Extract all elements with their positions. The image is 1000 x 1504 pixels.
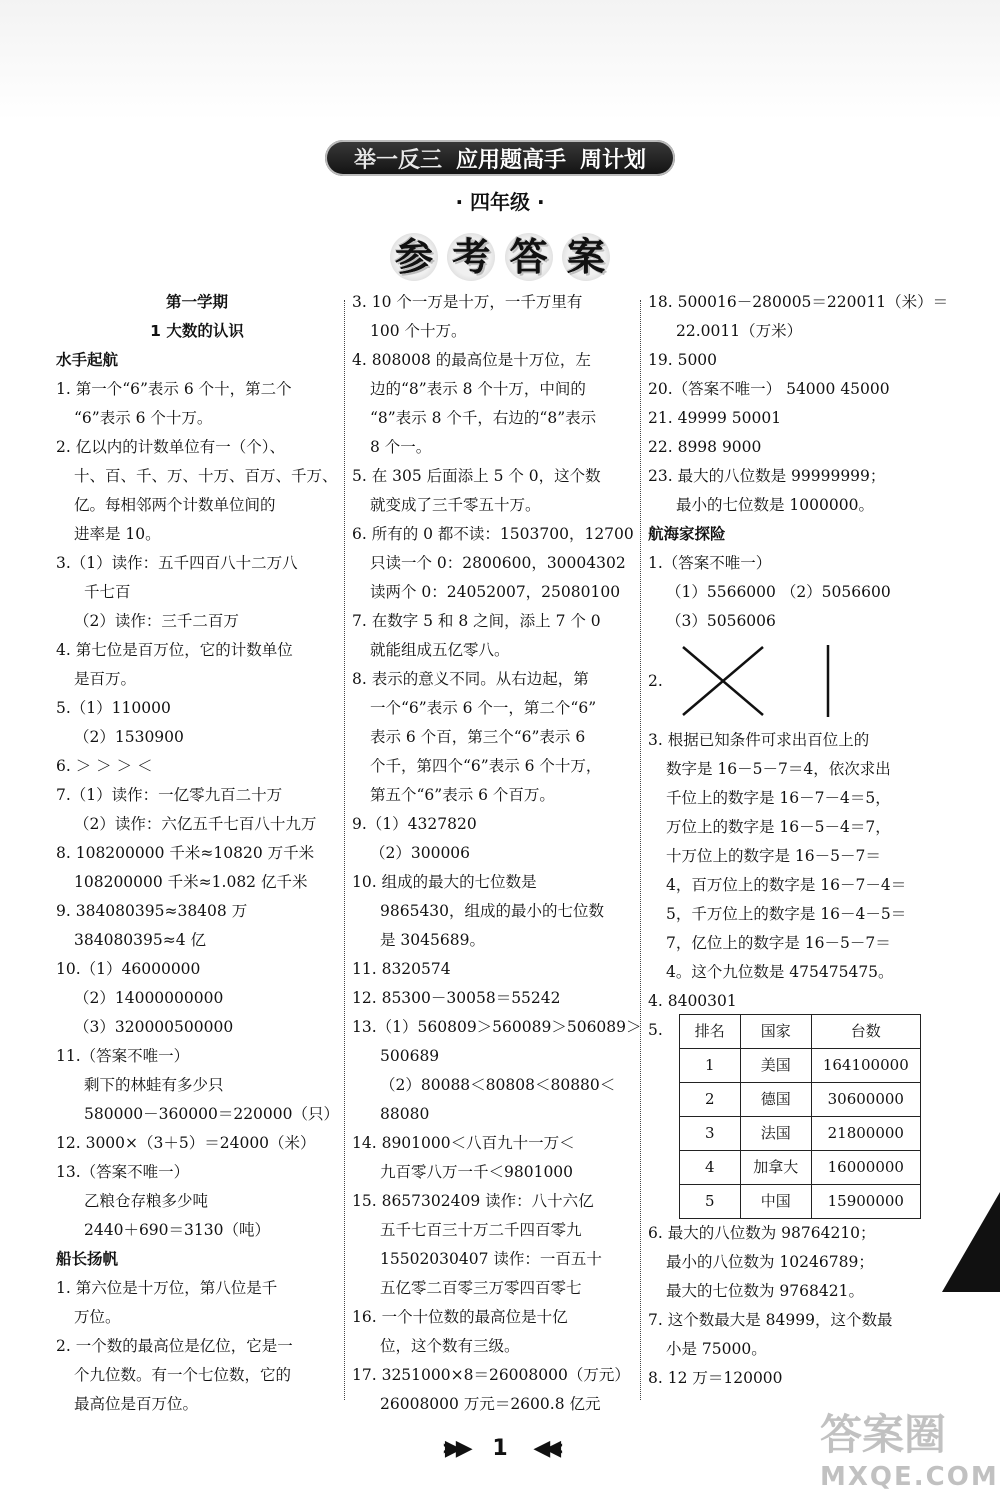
title-char: 答: [505, 233, 553, 281]
table-cell: 美国: [740, 1049, 811, 1083]
answer-line: 1. 第六位是十万位，第八位是千: [56, 1279, 278, 1297]
answer-line: 7. 在数字 5 和 8 之间，添上 7 个 0: [352, 612, 601, 630]
answer-line: 384080395≈4 亿: [74, 931, 207, 949]
section-heading: 船长扬帆: [56, 1250, 119, 1268]
answer-line: 88080: [380, 1105, 430, 1123]
answer-line: 21. 49999 50001: [648, 409, 782, 427]
table-row: [679, 1083, 920, 1117]
answer-line: 7. 这个数最大是 84999，这个数最: [648, 1311, 893, 1329]
answer-line: 最大的七位数为 9768421。: [666, 1282, 864, 1300]
watermark-text: 答案圈: [820, 1410, 947, 1459]
answer-line: 位，这个数有三级。: [380, 1337, 520, 1355]
answer-line: 5. 在 305 后面添上 5 个 0，这个数: [352, 467, 601, 485]
answer-line: 最小的七位数是 1000000。: [676, 496, 874, 514]
answer-line: 一个“6”表示 6 个一，第二个“6”: [370, 699, 597, 717]
answer-line: 23. 最大的八位数是 99999999；: [648, 467, 886, 485]
answer-line: 3. 根据已知条件可求出百位上的: [648, 731, 870, 749]
answer-line: （1）5566000 （2）5056600: [666, 583, 891, 601]
answer-line: 11. 8320574: [352, 960, 451, 978]
answer-line: 6. 最大的八位数为 98764210；: [648, 1224, 876, 1242]
answer-line: 15. 8657302409 读作：八十六亿: [352, 1192, 594, 1210]
corner-triangle: [942, 1192, 1000, 1292]
answer-line: 表示 6 个百，第三个“6”表示 6: [370, 728, 586, 746]
answer-line: 16. 一个十位数的最高位是十亿: [352, 1308, 568, 1326]
answer-line: 580000－360000＝220000（只）: [84, 1105, 340, 1123]
answer-line: 剩下的林蛙有多少只: [84, 1076, 224, 1094]
answer-line: 2440＋690＝3130（吨）: [84, 1221, 270, 1239]
answer-line: 进率是 10。: [74, 525, 161, 543]
table-cell: 4: [679, 1151, 740, 1185]
answer-line: 9. 384080395≈38408 万: [56, 902, 248, 920]
answer-column-3: [648, 288, 949, 1393]
answer-line: 就能组成五亿零八。: [370, 641, 510, 659]
answer-line: 7.（1）读作：一亿零九百二十万: [56, 786, 283, 804]
answer-line: 最小的八位数为 10246789；: [666, 1253, 874, 1271]
answer-line: 4。这个九位数是 475475475。: [666, 963, 894, 981]
section-heading: 水手起航: [56, 351, 119, 369]
answer-line: 千位上的数字是 16－7－4＝5，: [666, 789, 891, 807]
answer-line: 100 个十万。: [370, 322, 467, 340]
matching-lines-figure: [673, 641, 873, 721]
answer-line: 个九位数。有一个七位数，它的: [74, 1366, 292, 1384]
answer-line: 五亿零二百零三万零四百零七: [380, 1279, 582, 1297]
answer-line: 4，百万位上的数字是 16－7－4＝: [666, 876, 907, 894]
table-cell: 3: [679, 1117, 740, 1151]
answer-line: 5.（1）110000: [56, 699, 171, 717]
answer-line: 7，亿位上的数字是 16－5－7＝: [666, 934, 891, 952]
answer-line: 乙粮仓存粮多少吨: [84, 1192, 209, 1210]
banner-plan: 周计划: [580, 147, 647, 173]
answer-line: 就变成了三千零五十万。: [370, 496, 541, 514]
series-banner: [325, 140, 675, 176]
answer-line: 亿。每相邻两个计数单位间的: [74, 496, 276, 514]
answer-line: 万位。: [74, 1308, 121, 1326]
title-char: 参: [390, 233, 438, 281]
page-top-shading: [0, 0, 1000, 120]
answer-line: 边的“8”表示 8 个十万，中间的: [370, 380, 586, 398]
answer-line: 五千七百三十万二千四百零九: [380, 1221, 582, 1239]
column-divider: [344, 300, 345, 1400]
answer-line: 5，千万位上的数字是 16－4－5＝: [666, 905, 907, 923]
table-row: [679, 1117, 920, 1151]
answer-line: （3）5056006: [666, 612, 776, 630]
answer-line: 个千，第四个“6”表示 6 个十万，: [370, 757, 602, 775]
answer-block: [648, 288, 949, 636]
answer-line: 8. 12 万＝120000: [648, 1369, 783, 1387]
table-cell: 15900000: [811, 1185, 920, 1219]
answer-line: 15502030407 读作：一百五十: [380, 1250, 602, 1268]
table-body: [679, 1049, 920, 1219]
question-number: 5.: [648, 1021, 663, 1039]
table-cell: 21800000: [811, 1117, 920, 1151]
answer-line: 6. ＞ ＞ ＞ ＜: [56, 757, 153, 775]
answer-line: 6. 所有的 0 都不读：1503700，12700: [352, 525, 634, 543]
answer-line: 4. 808008 的最高位是十万位，左: [352, 351, 591, 369]
answer-line: 8. 108200000 千米≈10820 万千米: [56, 844, 315, 862]
table-cell: 法国: [740, 1117, 811, 1151]
table-header: 国家: [740, 1015, 811, 1049]
banner-subject: 应用题高手: [455, 147, 566, 173]
answer-line: 14. 8901000＜八百九十一万＜: [352, 1134, 575, 1152]
table-cell: 30600000: [811, 1083, 920, 1117]
table-row: [679, 1185, 920, 1219]
table-cell: 德国: [740, 1083, 811, 1117]
answer-line: 第五个“6”表示 6 个百万。: [370, 786, 555, 804]
answer-line: 26008000 万元＝2600.8 亿元: [380, 1395, 601, 1413]
table-cell: 加拿大: [740, 1151, 811, 1185]
ranking-table: [679, 1014, 921, 1219]
answer-line: （3）320000500000: [74, 1018, 234, 1036]
column-divider: [640, 300, 641, 1400]
answer-line: 20.（答案不唯一） 54000 45000: [648, 380, 890, 398]
page-number: 1: [492, 1436, 508, 1461]
answer-line: 读两个 0：24052007，25080100: [370, 583, 621, 601]
answer-line: 2. 亿以内的计数单位有一（个）、: [56, 438, 285, 456]
banner-series: 举一反三: [353, 147, 442, 173]
answer-line: （2）1530900: [74, 728, 184, 746]
question-number: 2.: [648, 671, 663, 690]
grade-label: · 四年级 ·: [455, 190, 545, 214]
answer-line: （2）80088＜80808＜80880＜: [380, 1076, 616, 1094]
answer-line: 12. 85300－30058＝55242: [352, 989, 561, 1007]
table-cell: 5: [679, 1185, 740, 1219]
answer-line: 是 3045689。: [380, 931, 485, 949]
answer-line: （2）14000000000: [74, 989, 224, 1007]
answer-line: 十万位上的数字是 16－5－7＝: [666, 847, 881, 865]
chapter-heading: 第一学期: [165, 293, 228, 311]
answer-line: 最高位是百万位。: [74, 1395, 199, 1413]
answer-line: 11.（答案不唯一）: [56, 1047, 190, 1065]
answer-line: 9.（1）4327820: [352, 815, 477, 833]
page-title: [390, 228, 610, 286]
table-row: [679, 1049, 920, 1083]
answer-line: 只读一个 0：2800600，30004302: [370, 554, 626, 572]
table-cell: 中国: [740, 1185, 811, 1219]
answer-line: 22. 8998 9000: [648, 438, 762, 456]
title-char: 考: [447, 233, 495, 281]
answer-block: [648, 1219, 933, 1393]
answer-line: 1. 第一个“6”表示 6 个十，第二个: [56, 380, 292, 398]
arrow-left-icon: ◀◀‹: [533, 1436, 559, 1461]
answer-line: 8. 表示的意义不同。从右边起，第: [352, 670, 589, 688]
table-cell: 164100000: [811, 1049, 920, 1083]
answer-line: 1.（答案不唯一）: [648, 554, 772, 572]
section-heading: 航海家探险: [648, 525, 726, 543]
answer-line: 12. 3000×（3＋5）＝24000（米）: [56, 1134, 316, 1152]
answer-line: （2）读作：三千二百万: [74, 612, 239, 630]
answer-line: 3. 10 个一万是十万，一千万里有: [352, 293, 583, 311]
answer-line: 小是 75000。: [666, 1340, 767, 1358]
answer-line: 千七百: [84, 583, 131, 601]
table-cell: 16000000: [811, 1151, 920, 1185]
answer-line: “6”表示 6 个十万。: [74, 409, 213, 427]
answer-line: 2. 一个数的最高位是亿位，它是一: [56, 1337, 293, 1355]
table-row: [679, 1151, 920, 1185]
table-header: 台数: [811, 1015, 920, 1049]
answer-line: 18. 500016－280005＝220011（米）＝: [648, 293, 949, 311]
answer-line: 10.（1）46000000: [56, 960, 201, 978]
chapter-heading: 1 大数的认识: [150, 322, 244, 340]
table-cell: 2: [679, 1083, 740, 1117]
answer-line: 是百万。: [74, 670, 137, 688]
ranking-table-block: [648, 1016, 933, 1219]
answer-line: 九百零八万一千＜9801000: [380, 1163, 574, 1181]
matching-diagram: [648, 636, 933, 726]
answer-line: 19. 5000: [648, 351, 718, 369]
answer-line: 22.0011（万米）: [676, 322, 803, 340]
answer-line: 8 个一。: [370, 438, 432, 456]
answer-line: 108200000 千米≈1.082 亿千米: [74, 873, 308, 891]
answer-line: 4. 8400301: [648, 992, 737, 1010]
answer-line: 数字是 16－5－7＝4，依次求出: [666, 760, 891, 778]
answer-line: （2）300006: [370, 844, 471, 862]
answer-line: “8”表示 8 个千，右边的“8”表示: [370, 409, 597, 427]
table-header: 排名: [679, 1015, 740, 1049]
table-header-row: [679, 1015, 920, 1049]
watermark-url: MXQE.COM: [820, 1462, 999, 1492]
title-char: 案: [562, 233, 610, 281]
answer-line: 13.（1）560809＞560089＞506089＞: [352, 1018, 642, 1036]
answer-block: [648, 726, 933, 1016]
arrow-right-icon: ›▶▶: [441, 1436, 467, 1461]
answer-line: 9865430，组成的最小的七位数: [380, 902, 605, 920]
answer-line: 10. 组成的最大的七位数是: [352, 873, 537, 891]
answer-line: 4. 第七位是百万位，它的计数单位: [56, 641, 293, 659]
answer-line: 17. 3251000×8＝26008000（万元）: [352, 1366, 630, 1384]
answer-line: 13.（答案不唯一）: [56, 1163, 190, 1181]
answer-line: 3.（1）读作：五千四百八十二万八: [56, 554, 298, 572]
table-cell: 1: [679, 1049, 740, 1083]
answer-line: （2）读作：六亿五千七百八十九万: [74, 815, 317, 833]
answer-line: 万位上的数字是 16－5－4＝7，: [666, 818, 891, 836]
answer-line: 500689: [380, 1047, 440, 1065]
answer-column-1: [56, 288, 338, 1419]
answer-line: 十、百、千、万、十万、百万、千万、: [74, 467, 338, 485]
watermark-logo: [820, 1410, 1000, 1504]
answer-column-2: [352, 288, 642, 1419]
